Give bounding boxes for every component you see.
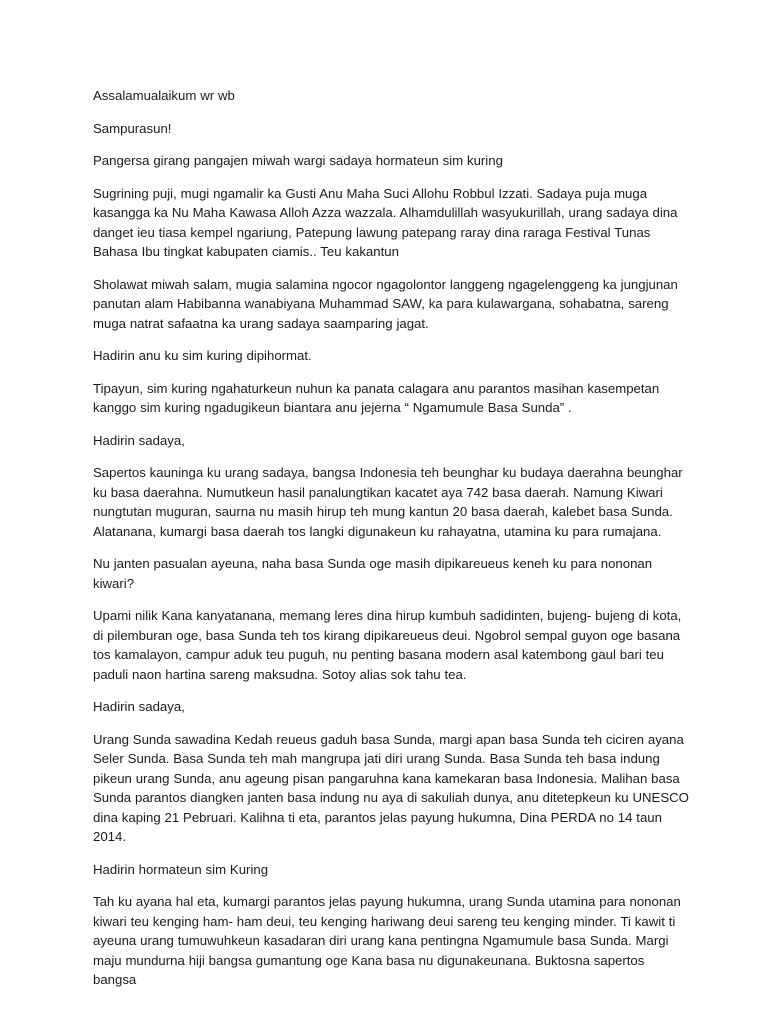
- paragraph-hadirin-sadaya-1: Hadirin sadaya,: [93, 432, 185, 448]
- paragraph-praise: Sugrining puji, mugi ngamalir ka Gusti Anu Maha Suci Allohu Robbul Izzati. Sadaya puja muga kasangga ka Nu Maha Kawasa Alloh Azza wazzala. Alhamdulillah wasyukurillah, urang sadaya dina danget ieu tiasa kempel ngariung, Patepung lawung patepang raray dina raraga Festival Tunas Bahasa Ibu tingkat kabupaten ciamis.. Teu kakantun: [93, 185, 678, 259]
- paragraph-address-audience: Pangersa girang pangajen miwah wargi sadaya hormateun sim kuring: [93, 153, 503, 168]
- paragraph-conclusion: Tah ku ayana hal eta, kumargi parantos jelas payung hukumna, urang Sunda utamina para nononan kiwari teu kenging ham- ham deui, teu kenging hariwang deui sareng teu kenging minder. Ti kawit ti ayeuna urang tumuwuhkeun kasadaran diri urang kana pentingna Ngamumule basa Sunda. Margi maju mundurna hiji bangsa gumantung oge Kana basa nu digunakeunana. Buktosna sapertos bangsa: [93, 894, 681, 987]
- paragraph-hadirin-hormateun: Hadirin hormateun sim Kuring: [93, 861, 269, 877]
- paragraph-question: Nu janten pasualan ayeuna, naha basa Sunda oge masih dipikareueus keneh ku para nononan kiwari?: [93, 556, 653, 591]
- paragraph-hadirin-sadaya-2: Hadirin sadaya,: [93, 699, 185, 714]
- document-page: [93, 86, 689, 1003]
- paragraph-sholawat: Sholawat miwah salam, mugia salamina ngocor ngagolontor langgeng ngagelenggeng ka jungjunan panutan alam Habibanna wanabiyana Muhammad SAW, ka para kulawargana, sohabatna, sareng muga natrat safaatna ka urang sadaya saamparing jagat.: [93, 276, 678, 331]
- paragraph-hadirin-honored: Hadirin anu ku sim kuring dipihormat.: [93, 348, 312, 363]
- paragraph-reality: Upami nilik Kana kanyatanana, memang leres dina hirup kumbuh sadidinten, bujeng- bujeng di kota, di pilemburan oge, basa Sunda teh tos kirang dipikareueus deui. Ngobrol sempal guyon oge basana tos kamalayon, campur aduk teu puguh, nu penting basana modern asal katembong gaul bari teu paduli naon hartina sareng maksudna. Sotoy alias sok tahu tea.: [93, 608, 682, 682]
- paragraph-pride: Urang Sunda sawadina Kedah reueus gaduh basa Sunda, margi apan basa Sunda teh ciciren ayana Seler Sunda. Basa Sunda teh mah mangrupa jati diri urang Sunda. Basa Sunda teh basa indung pikeun urang Sunda, anu ageung pisan pangaruhna kana kamekaran basa Indonesia. Malihan basa Sunda parantos diangken janten basa indung nu aya di sakuliah dunya, anu ditetepkeun ku UNESCO dina kaping 21 Pebruari. Kalihna ti eta, parantos jelas payung hukumna, Dina PERDA no 14 taun 2014.: [93, 731, 689, 844]
- paragraph-languages: Sapertos kauninga ku urang sadaya, bangsa Indonesia teh beunghar ku budaya daerahna beunghar ku basa daerahna. Numutkeun hasil panalungtikan kacatet aya 742 basa daerah. Namung Kiwari nungtutan muguran, saurna nu masih hirup teh mung kantun 20 basa daerah, kalebet basa Sunda. Alatanana, kumargi basa daerah tos langki digunakeun ku rahayatna, utamina ku para rumajana.: [93, 465, 683, 539]
- paragraph-thanks: Tipayun, sim kuring ngahaturkeun nuhun ka panata calagara anu parantos masihan kasempetan kanggo sim kuring ngadugikeun biantara anu jejerna “ Ngamumule Basa Sunda” .: [93, 380, 660, 415]
- paragraph-greeting: Assalamualaikum wr wb: [93, 88, 235, 103]
- paragraph-sampurasun: Sampurasun!: [93, 120, 172, 136]
